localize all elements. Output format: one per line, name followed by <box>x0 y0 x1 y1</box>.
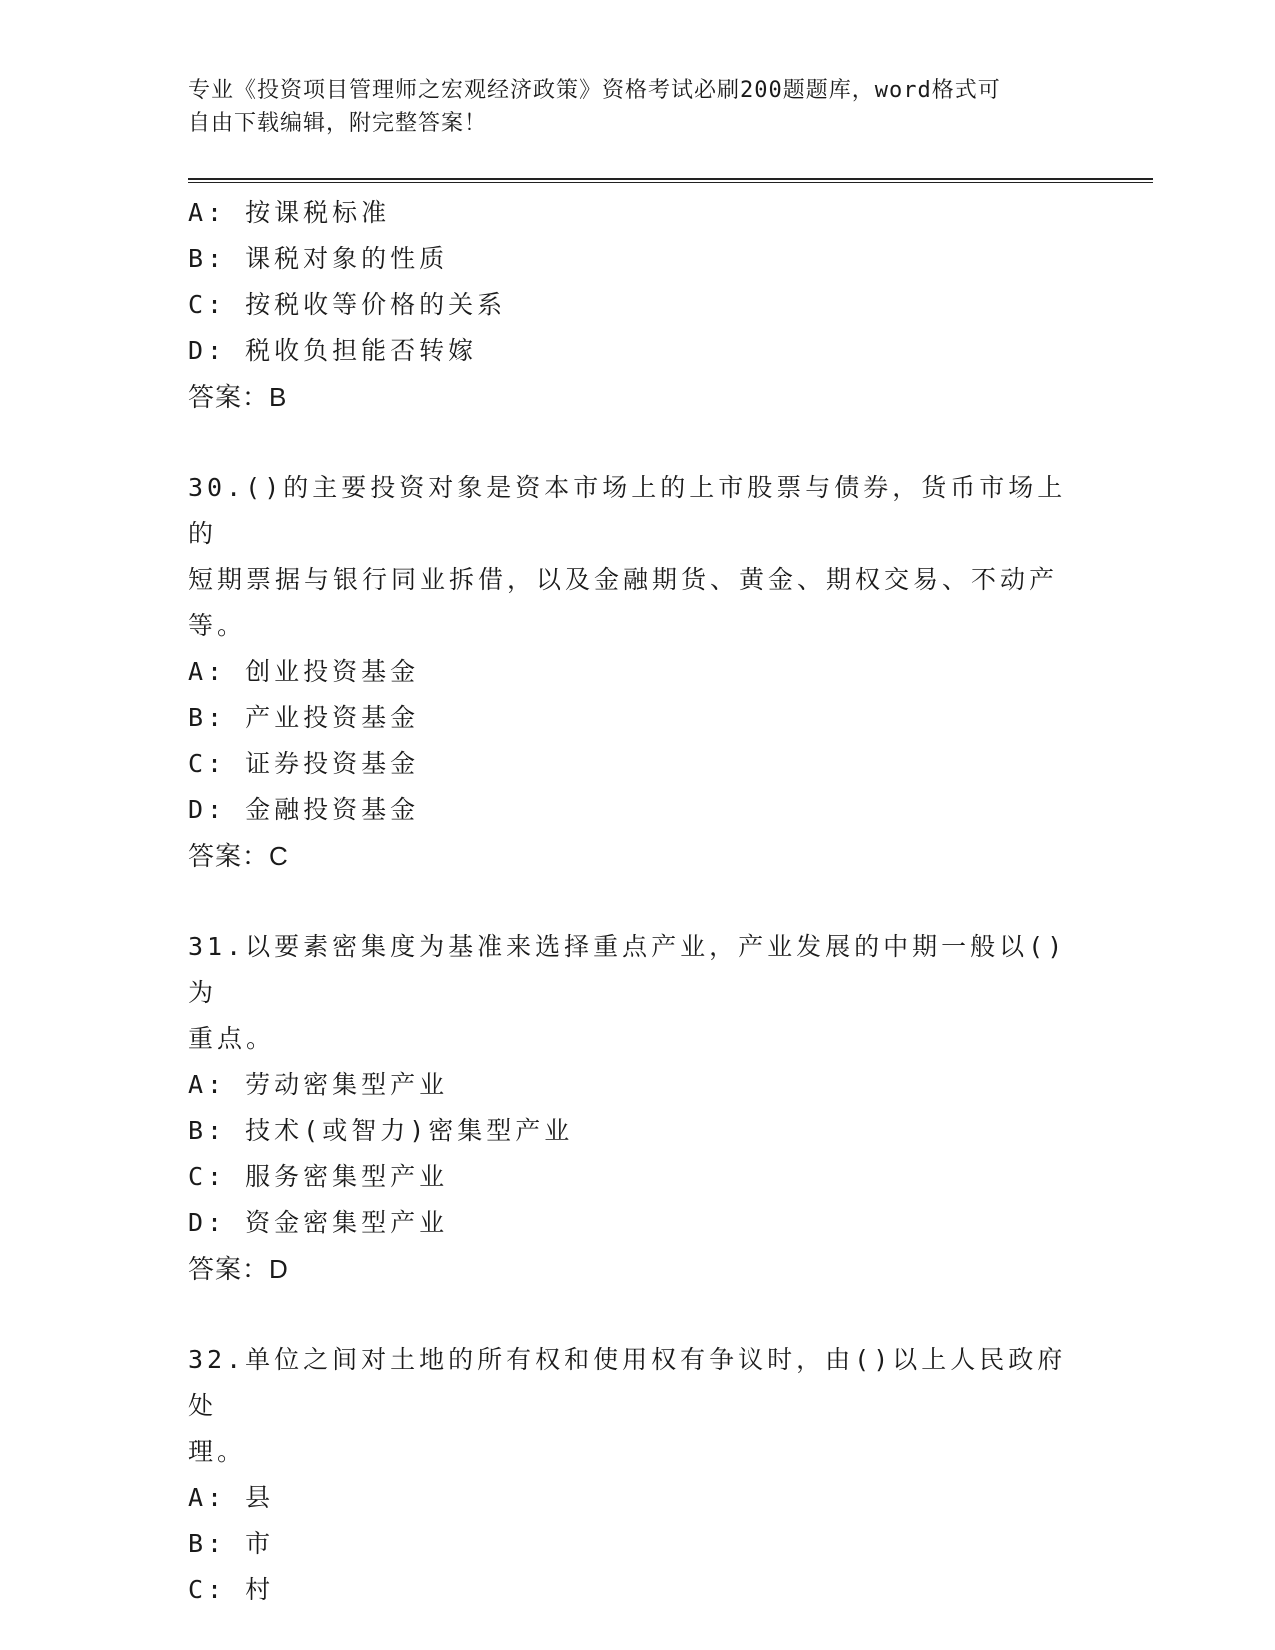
option-b: B: 课税对象的性质 <box>188 244 449 273</box>
question-30 <box>188 465 1068 879</box>
question-gap <box>188 420 1068 465</box>
option-d: D: 资金密集型产业 <box>188 1208 449 1237</box>
option-c: C: 证券投资基金 <box>188 749 420 778</box>
question-29 <box>188 190 1068 420</box>
option-a: A: 劳动密集型产业 <box>188 1070 449 1099</box>
question-gap <box>188 1292 1068 1337</box>
header-divider <box>188 178 1153 183</box>
question-text: 32.单位之间对土地的所有权和使用权有争议时，由()以上人民政府处 理。 <box>188 1345 1067 1466</box>
question-31 <box>188 924 1068 1292</box>
option-c: C: 按税收等价格的关系 <box>188 290 507 319</box>
answer-label: 答案：D <box>188 1254 289 1284</box>
option-a: A: 县 <box>188 1483 275 1512</box>
option-b: B: 技术(或智力)密集型产业 <box>188 1116 574 1145</box>
question-list <box>188 190 1068 1613</box>
option-c: C: 村 <box>188 1575 275 1604</box>
document-header: 专业《投资项目管理师之宏观经济政策》资格考试必刷200题题库，word格式可 自由下载编辑，附完整答案！ <box>188 78 1001 136</box>
option-a: A: 按课税标准 <box>188 198 391 227</box>
option-d: D: 税收负担能否转嫁 <box>188 336 478 365</box>
question-text: 30.()的主要投资对象是资本市场上的上市股票与债券，货币市场上的 短期票据与银行同业拆借，以及金融期货、黄金、期权交易、不动产 等。 <box>188 473 1067 640</box>
option-b: B: 产业投资基金 <box>188 703 420 732</box>
option-d: D: 金融投资基金 <box>188 795 420 824</box>
option-c: C: 服务密集型产业 <box>188 1162 449 1191</box>
answer-label: 答案：C <box>188 841 289 871</box>
option-b: B: 市 <box>188 1529 275 1558</box>
answer-label: 答案：B <box>188 382 288 412</box>
question-text: 31.以要素密集度为基准来选择重点产业，产业发展的中期一般以()为 重点。 <box>188 932 1067 1053</box>
question-32 <box>188 1337 1068 1613</box>
option-a: A: 创业投资基金 <box>188 657 420 686</box>
question-gap <box>188 879 1068 924</box>
